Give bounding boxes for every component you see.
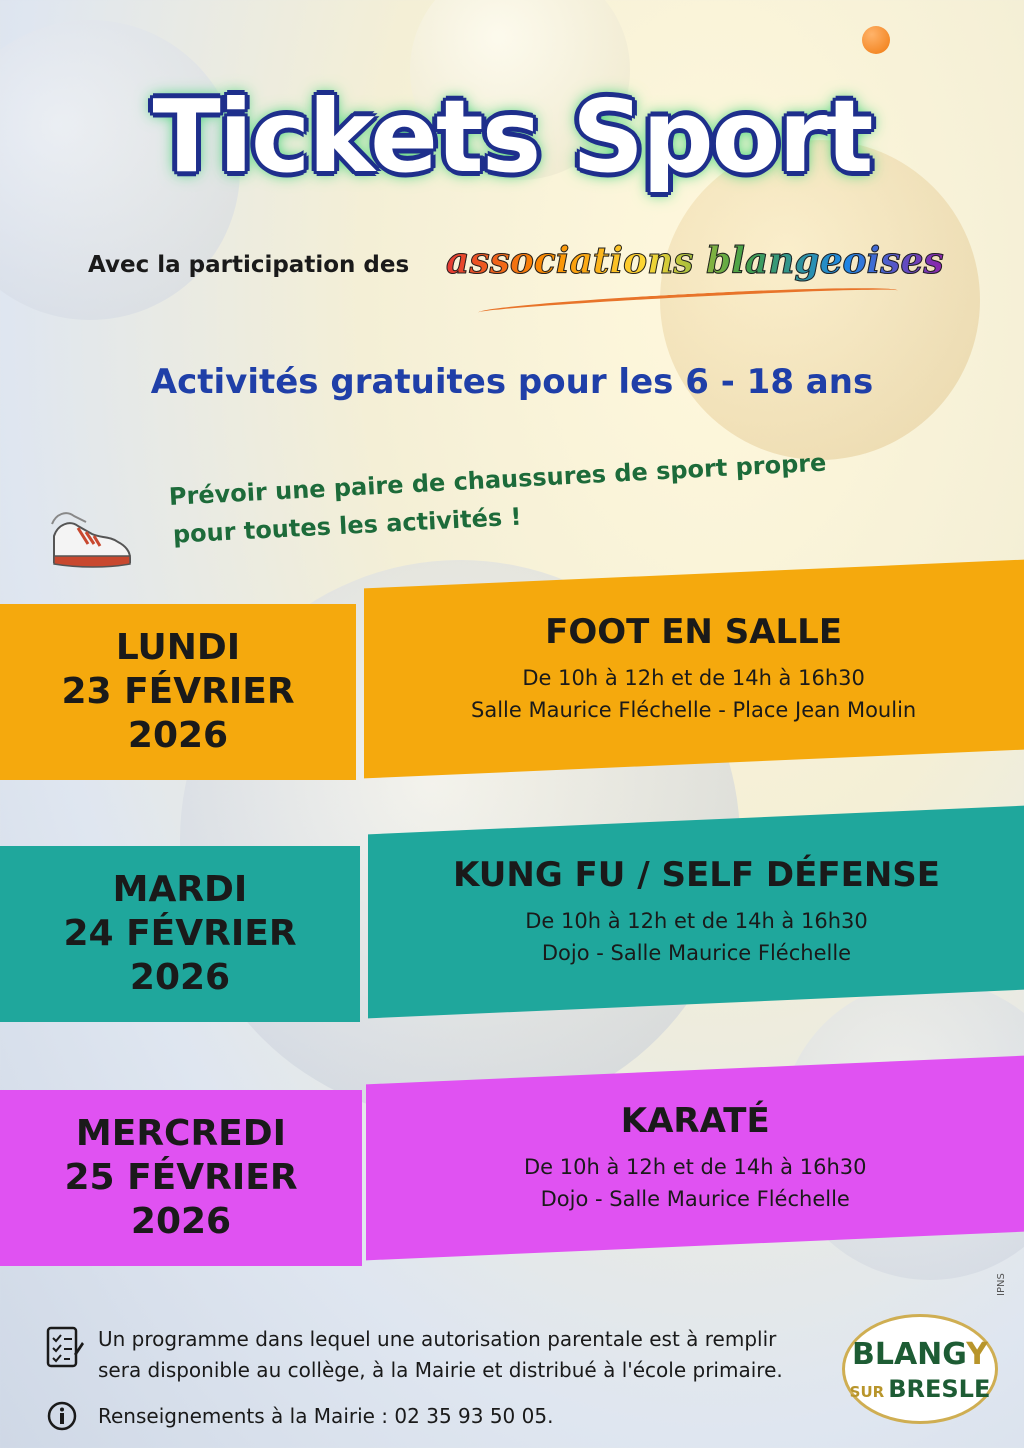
footer-program bbox=[44, 1324, 824, 1390]
activity-hours: De 10h à 12h et de 14h à 16h30 bbox=[523, 1155, 867, 1180]
sneaker-icon bbox=[48, 506, 136, 576]
logo-bottom-text: BRESLE bbox=[888, 1375, 991, 1403]
activity-place: Salle Maurice Fléchelle - Place Jean Moulin bbox=[471, 698, 917, 723]
shoe-note bbox=[168, 437, 951, 554]
footer-info bbox=[44, 1400, 824, 1434]
shoe-note-line: Prévoir une paire de chaussures de sport propre bbox=[168, 448, 827, 511]
subtitle: Activités gratuites pour les 6 - 18 ans bbox=[150, 362, 874, 402]
page-title: Tickets Sport bbox=[152, 78, 872, 195]
activity-name: KUNG FU / SELF DÉFENSE bbox=[452, 855, 940, 895]
session-date-text: 23 FÉVRIER bbox=[61, 671, 295, 712]
footer-program-text bbox=[98, 1324, 783, 1386]
session-activity bbox=[364, 560, 1024, 779]
ipns-mark: IPNS bbox=[996, 1273, 1007, 1296]
session-date bbox=[0, 846, 360, 1022]
town-logo bbox=[842, 1314, 998, 1424]
session-year: 2026 bbox=[127, 715, 229, 756]
footer-line: Un programme dans lequel une autorisation parentale est à remplir bbox=[98, 1327, 777, 1351]
activity-hours: De 10h à 12h et de 14h à 16h30 bbox=[522, 666, 866, 691]
session-year: 2026 bbox=[130, 1201, 232, 1242]
partners-row bbox=[88, 240, 948, 330]
session-day: MERCREDI bbox=[75, 1113, 287, 1154]
session-date-text: 25 FÉVRIER bbox=[64, 1157, 298, 1198]
session-date bbox=[0, 604, 356, 780]
logo-swoosh bbox=[478, 283, 898, 320]
partners-label: Avec la participation des bbox=[88, 252, 410, 278]
session-year: 2026 bbox=[129, 957, 231, 998]
logo-top bbox=[845, 1337, 995, 1372]
activity-hours: De 10h à 12h et de 14h à 16h30 bbox=[524, 909, 868, 933]
session-day: MARDI bbox=[112, 869, 248, 910]
orange-ball bbox=[862, 26, 890, 54]
logo-top-text: BLANG bbox=[851, 1337, 967, 1372]
session-activity bbox=[368, 806, 1024, 1019]
session-date-text: 24 FÉVRIER bbox=[63, 913, 297, 954]
info-icon bbox=[46, 1400, 78, 1432]
checklist-icon bbox=[44, 1324, 84, 1370]
activity-place: Dojo - Salle Maurice Fléchelle bbox=[540, 1187, 850, 1212]
logo-top-accent: Y bbox=[966, 1337, 988, 1372]
activity-name: KARATÉ bbox=[620, 1101, 770, 1142]
shoe-note-line: pour toutes les activités ! bbox=[172, 502, 523, 549]
session-activity bbox=[366, 1056, 1024, 1261]
footer-line: sera disponible au collège, à la Mairie et distribué à l'école primaire. bbox=[98, 1358, 783, 1382]
partners-logo: associations blangeoises bbox=[446, 240, 944, 282]
session-day: LUNDI bbox=[115, 627, 241, 668]
activity-place: Dojo - Salle Maurice Fléchelle bbox=[541, 941, 851, 965]
footer-info-text: Renseignements à la Mairie : 02 35 93 50 05. bbox=[98, 1404, 554, 1428]
session-date bbox=[0, 1090, 362, 1266]
logo-bottom bbox=[845, 1375, 995, 1403]
logo-sur: SUR bbox=[849, 1383, 885, 1401]
activity-name: FOOT EN SALLE bbox=[545, 612, 843, 653]
